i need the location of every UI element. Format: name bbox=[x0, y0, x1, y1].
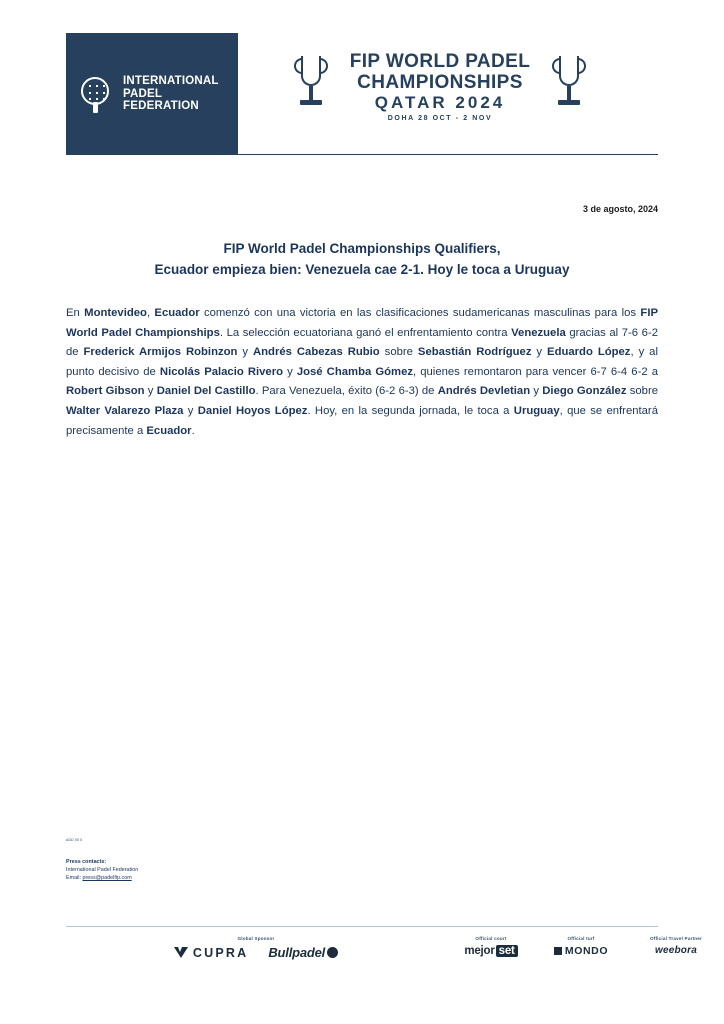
ipf-logo-line2: PADEL bbox=[123, 87, 163, 100]
mondo-logo bbox=[554, 945, 608, 957]
trophy-icon-right bbox=[556, 56, 582, 118]
page-title-line1: FIP World Padel Championships Qualifiers, bbox=[223, 241, 501, 256]
mondo-mark-icon bbox=[554, 947, 562, 955]
header-divider bbox=[238, 154, 658, 155]
press-contacts bbox=[66, 858, 138, 883]
sponsor-label-turf: Official turf bbox=[567, 936, 595, 941]
championship-logo-line1: FIP WORLD PADEL bbox=[349, 51, 531, 72]
ipf-logo-text bbox=[123, 75, 219, 113]
mejorset-logo bbox=[464, 945, 517, 957]
cupra-logo bbox=[174, 946, 248, 960]
weebora-logo: weebora bbox=[655, 945, 697, 956]
mejorset-logo-text: mejor bbox=[464, 945, 495, 957]
ipf-logo bbox=[66, 33, 238, 155]
press-contacts-label: Press contacts: bbox=[66, 859, 107, 865]
page-title bbox=[66, 238, 658, 280]
championship-logo-line3: QATAR 2024 bbox=[374, 93, 506, 112]
email-label: Email: bbox=[66, 875, 83, 882]
footer-divider bbox=[66, 926, 658, 927]
sponsor-bar bbox=[66, 934, 703, 980]
press-contacts-org: International Padel Federation bbox=[66, 867, 139, 874]
trophy-icon-left bbox=[298, 56, 324, 118]
document-date: 3 de agosto, 2024 bbox=[582, 204, 658, 214]
email-link[interactable]: press@padelfip.com bbox=[82, 875, 132, 882]
championship-logo-line4: DOHA 28 OCT - 2 NOV bbox=[387, 115, 493, 122]
document-header bbox=[0, 0, 724, 160]
cupra-logo-text: CUPRA bbox=[192, 945, 249, 960]
ipf-logo-line1: INTERNATIONAL bbox=[123, 75, 219, 88]
bullpadel-logo: Bullpadel bbox=[268, 945, 338, 960]
sponsor-group-turf bbox=[536, 936, 626, 957]
press-contacts-email-line bbox=[66, 874, 138, 882]
mondo-logo-text: MONDO bbox=[564, 945, 609, 957]
mejorset-logo-badge: set bbox=[496, 945, 518, 957]
sponsor-group-travel bbox=[621, 936, 724, 956]
cupra-mark-icon bbox=[174, 947, 188, 958]
padel-racket-icon bbox=[80, 75, 114, 113]
ipf-logo-line3: FEDERATION bbox=[123, 100, 199, 113]
sponsor-group-global bbox=[126, 936, 386, 960]
body-paragraph: En Montevideo, Ecuador comenzó con una victoria en las clasificaciones sudamericanas masculinas para los FIP World Padel Championships. La selección ecuatoriana ganó el enfrentamiento contra Venezuela gracias al 7-6 6-2 de Frederick Armijos Robinzon y Andrés Cabezas Rubio sobre Sebastián Rodríguez y Eduardo López, y al punto decisivo de Nicolás Palacio Rivero y José Chamba Gómez, quienes remontaron para vencer 6-7 6-4 6-2 a Robert Gibson y Daniel Del Castillo. Para Venezuela, éxito (6-2 6-3) de Andrés Devletian y Diego González sobre Walter Valarezo Plaza y Daniel Hoyos López. Hoy, en la segunda jornada, le toca a Uruguay, que se enfrentará precisamente a Ecuador. bbox=[66, 307, 658, 437]
championship-logo-line2: CHAMPIONSHIPS bbox=[357, 72, 523, 93]
sponsor-label-global: Global Sponsor bbox=[237, 936, 275, 941]
page-title-line2: Ecuador empieza bien: Venezuela cae 2-1. Hoy le toca a Uruguay bbox=[154, 262, 570, 277]
sponsor-label-travel: Official Travel Partner bbox=[649, 936, 703, 941]
document-code: ADD 00 0 bbox=[66, 838, 83, 842]
sponsor-label-court: Official court bbox=[475, 936, 507, 941]
championship-logo bbox=[330, 52, 550, 144]
sponsor-group-court bbox=[446, 936, 536, 957]
